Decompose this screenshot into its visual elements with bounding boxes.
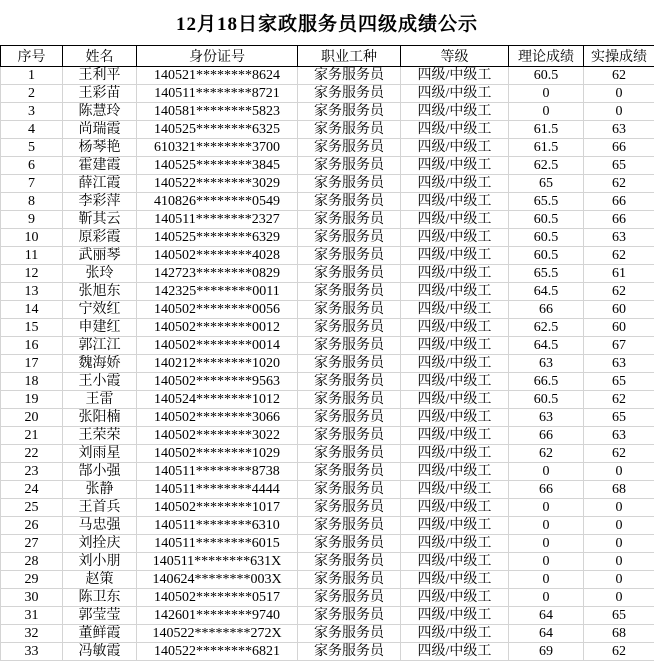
cell-occupation: 家务服务员 (298, 319, 401, 337)
cell-seq: 11 (1, 247, 63, 265)
cell-practical-score: 63 (584, 427, 654, 445)
table-row (1, 175, 654, 193)
cell-theory-score: 65.5 (509, 193, 584, 211)
cell-occupation: 家务服务员 (298, 175, 401, 193)
cell-practical-score: 65 (584, 373, 654, 391)
cell-theory-score: 0 (509, 517, 584, 535)
cell-theory-score: 0 (509, 463, 584, 481)
cell-practical-score: 0 (584, 553, 654, 571)
cell-practical-score: 60 (584, 319, 654, 337)
cell-name: 刘拴庆 (63, 535, 137, 553)
table-row (1, 391, 654, 409)
cell-id-number: 140525********6329 (137, 229, 298, 247)
cell-theory-score: 62 (509, 445, 584, 463)
cell-name: 王雷 (63, 391, 137, 409)
cell-occupation: 家务服务员 (298, 499, 401, 517)
cell-level: 四级/中级工 (401, 157, 509, 175)
cell-id-number: 610321********3700 (137, 139, 298, 157)
cell-id-number: 140502********1017 (137, 499, 298, 517)
cell-level: 四级/中级工 (401, 175, 509, 193)
cell-name: 董鲜霞 (63, 625, 137, 643)
table-row (1, 283, 654, 301)
cell-occupation: 家务服务员 (298, 445, 401, 463)
cell-level: 四级/中级工 (401, 409, 509, 427)
cell-id-number: 140511********2327 (137, 211, 298, 229)
table-row (1, 373, 654, 391)
cell-seq: 15 (1, 319, 63, 337)
table-row (1, 121, 654, 139)
cell-level: 四级/中级工 (401, 139, 509, 157)
cell-name: 赵策 (63, 571, 137, 589)
cell-occupation: 家务服务员 (298, 427, 401, 445)
cell-id-number: 142723********0829 (137, 265, 298, 283)
table-row (1, 481, 654, 499)
table-row (1, 265, 654, 283)
cell-id-number: 140502********3022 (137, 427, 298, 445)
header-theory-score: 理论成绩 (509, 46, 584, 67)
cell-name: 冯敏霞 (63, 643, 137, 661)
cell-name: 马忠强 (63, 517, 137, 535)
header-seq: 序号 (1, 46, 63, 67)
cell-level: 四级/中级工 (401, 625, 509, 643)
cell-level: 四级/中级工 (401, 589, 509, 607)
cell-practical-score: 0 (584, 463, 654, 481)
cell-occupation: 家务服务员 (298, 355, 401, 373)
cell-theory-score: 60.5 (509, 211, 584, 229)
cell-occupation: 家务服务员 (298, 67, 401, 85)
header-practical-score: 实操成绩 (584, 46, 654, 67)
cell-id-number: 140212********1020 (137, 355, 298, 373)
cell-level: 四级/中级工 (401, 355, 509, 373)
cell-theory-score: 64 (509, 607, 584, 625)
cell-id-number: 140502********3066 (137, 409, 298, 427)
cell-occupation: 家务服务员 (298, 517, 401, 535)
table-row (1, 157, 654, 175)
header-occupation: 职业工种 (298, 46, 401, 67)
table-row (1, 643, 654, 661)
cell-practical-score: 62 (584, 445, 654, 463)
table-row (1, 427, 654, 445)
table-row (1, 319, 654, 337)
cell-occupation: 家务服务员 (298, 283, 401, 301)
table-row (1, 103, 654, 121)
cell-seq: 25 (1, 499, 63, 517)
cell-id-number: 140581********5823 (137, 103, 298, 121)
cell-occupation: 家务服务员 (298, 301, 401, 319)
cell-id-number: 140502********0014 (137, 337, 298, 355)
cell-level: 四级/中级工 (401, 265, 509, 283)
cell-level: 四级/中级工 (401, 319, 509, 337)
cell-occupation: 家务服务员 (298, 121, 401, 139)
cell-seq: 3 (1, 103, 63, 121)
cell-seq: 12 (1, 265, 63, 283)
cell-name: 杨琴艳 (63, 139, 137, 157)
cell-practical-score: 0 (584, 103, 654, 121)
table-row (1, 589, 654, 607)
cell-theory-score: 60.5 (509, 391, 584, 409)
cell-practical-score: 65 (584, 409, 654, 427)
cell-id-number: 140525********3845 (137, 157, 298, 175)
cell-practical-score: 0 (584, 499, 654, 517)
cell-seq: 6 (1, 157, 63, 175)
cell-occupation: 家务服务员 (298, 265, 401, 283)
page-title: 12月18日家政服务员四级成绩公示 (175, 14, 478, 35)
cell-level: 四级/中级工 (401, 517, 509, 535)
cell-level: 四级/中级工 (401, 571, 509, 589)
table-header-row (1, 46, 654, 67)
cell-occupation: 家务服务员 (298, 607, 401, 625)
results-table (0, 45, 654, 661)
cell-id-number: 140522********6821 (137, 643, 298, 661)
cell-occupation: 家务服务员 (298, 391, 401, 409)
cell-level: 四级/中级工 (401, 337, 509, 355)
table-row (1, 355, 654, 373)
table-row (1, 85, 654, 103)
cell-seq: 18 (1, 373, 63, 391)
cell-practical-score: 0 (584, 571, 654, 589)
cell-theory-score: 0 (509, 553, 584, 571)
cell-practical-score: 61 (584, 265, 654, 283)
cell-name: 尚瑞霞 (63, 121, 137, 139)
cell-seq: 10 (1, 229, 63, 247)
cell-theory-score: 0 (509, 589, 584, 607)
cell-practical-score: 65 (584, 157, 654, 175)
cell-id-number: 140522********3029 (137, 175, 298, 193)
cell-level: 四级/中级工 (401, 463, 509, 481)
cell-seq: 32 (1, 625, 63, 643)
table-row (1, 229, 654, 247)
table-row (1, 139, 654, 157)
cell-name: 王小霞 (63, 373, 137, 391)
cell-id-number: 140525********6325 (137, 121, 298, 139)
cell-practical-score: 0 (584, 517, 654, 535)
cell-level: 四级/中级工 (401, 445, 509, 463)
cell-name: 霍建霞 (63, 157, 137, 175)
cell-theory-score: 64.5 (509, 337, 584, 355)
cell-name: 魏海娇 (63, 355, 137, 373)
cell-name: 张玲 (63, 265, 137, 283)
cell-level: 四级/中级工 (401, 229, 509, 247)
cell-seq: 28 (1, 553, 63, 571)
cell-seq: 17 (1, 355, 63, 373)
cell-theory-score: 62.5 (509, 157, 584, 175)
cell-practical-score: 0 (584, 535, 654, 553)
cell-theory-score: 63 (509, 409, 584, 427)
cell-occupation: 家务服务员 (298, 409, 401, 427)
table-row (1, 211, 654, 229)
cell-practical-score: 62 (584, 283, 654, 301)
cell-name: 张旭东 (63, 283, 137, 301)
cell-theory-score: 0 (509, 85, 584, 103)
cell-id-number: 140511********6310 (137, 517, 298, 535)
cell-practical-score: 63 (584, 121, 654, 139)
cell-seq: 30 (1, 589, 63, 607)
cell-theory-score: 60.5 (509, 229, 584, 247)
cell-practical-score: 67 (584, 337, 654, 355)
cell-id-number: 142601********9740 (137, 607, 298, 625)
cell-name: 郭江江 (63, 337, 137, 355)
cell-seq: 21 (1, 427, 63, 445)
cell-theory-score: 65.5 (509, 265, 584, 283)
cell-theory-score: 66 (509, 301, 584, 319)
cell-name: 郜小强 (63, 463, 137, 481)
cell-theory-score: 61.5 (509, 139, 584, 157)
table-row (1, 301, 654, 319)
cell-practical-score: 62 (584, 247, 654, 265)
cell-seq: 16 (1, 337, 63, 355)
cell-seq: 29 (1, 571, 63, 589)
cell-occupation: 家务服务员 (298, 211, 401, 229)
cell-name: 申建红 (63, 319, 137, 337)
cell-practical-score: 0 (584, 589, 654, 607)
cell-level: 四级/中级工 (401, 67, 509, 85)
cell-id-number: 140511********8721 (137, 85, 298, 103)
cell-practical-score: 0 (584, 85, 654, 103)
cell-level: 四级/中级工 (401, 301, 509, 319)
cell-id-number: 140521********8624 (137, 67, 298, 85)
cell-practical-score: 66 (584, 211, 654, 229)
cell-id-number: 140522********272X (137, 625, 298, 643)
cell-occupation: 家务服务员 (298, 481, 401, 499)
cell-practical-score: 66 (584, 193, 654, 211)
cell-seq: 31 (1, 607, 63, 625)
table-row (1, 535, 654, 553)
cell-level: 四级/中级工 (401, 103, 509, 121)
cell-theory-score: 61.5 (509, 121, 584, 139)
cell-occupation: 家务服务员 (298, 553, 401, 571)
cell-level: 四级/中级工 (401, 247, 509, 265)
cell-seq: 2 (1, 85, 63, 103)
cell-seq: 22 (1, 445, 63, 463)
table-row (1, 607, 654, 625)
cell-practical-score: 62 (584, 643, 654, 661)
cell-seq: 19 (1, 391, 63, 409)
cell-practical-score: 68 (584, 625, 654, 643)
cell-id-number: 140502********0012 (137, 319, 298, 337)
cell-practical-score: 62 (584, 175, 654, 193)
cell-theory-score: 69 (509, 643, 584, 661)
cell-seq: 27 (1, 535, 63, 553)
cell-id-number: 142325********0011 (137, 283, 298, 301)
cell-name: 李彩萍 (63, 193, 137, 211)
cell-id-number: 140511********8738 (137, 463, 298, 481)
cell-name: 靳其云 (63, 211, 137, 229)
cell-practical-score: 66 (584, 139, 654, 157)
table-row (1, 463, 654, 481)
header-level: 等级 (401, 46, 509, 67)
cell-theory-score: 66 (509, 427, 584, 445)
table-row (1, 517, 654, 535)
cell-id-number: 140502********4028 (137, 247, 298, 265)
cell-id-number: 140502********9563 (137, 373, 298, 391)
cell-occupation: 家务服务员 (298, 625, 401, 643)
cell-name: 陈卫东 (63, 589, 137, 607)
cell-practical-score: 65 (584, 607, 654, 625)
header-name: 姓名 (63, 46, 137, 67)
cell-theory-score: 64.5 (509, 283, 584, 301)
cell-occupation: 家务服务员 (298, 247, 401, 265)
cell-name: 宁效红 (63, 301, 137, 319)
cell-theory-score: 63 (509, 355, 584, 373)
cell-name: 薛江霞 (63, 175, 137, 193)
cell-name: 武丽琴 (63, 247, 137, 265)
cell-level: 四级/中级工 (401, 499, 509, 517)
table-row (1, 337, 654, 355)
cell-theory-score: 0 (509, 535, 584, 553)
table-row (1, 553, 654, 571)
cell-id-number: 410826********0549 (137, 193, 298, 211)
cell-seq: 14 (1, 301, 63, 319)
cell-level: 四级/中级工 (401, 121, 509, 139)
cell-occupation: 家务服务员 (298, 85, 401, 103)
cell-occupation: 家务服务员 (298, 229, 401, 247)
cell-occupation: 家务服务员 (298, 337, 401, 355)
cell-level: 四级/中级工 (401, 193, 509, 211)
cell-name: 郭莹莹 (63, 607, 137, 625)
cell-occupation: 家务服务员 (298, 157, 401, 175)
table-row (1, 67, 654, 85)
cell-seq: 24 (1, 481, 63, 499)
table-row (1, 571, 654, 589)
cell-name: 刘雨星 (63, 445, 137, 463)
cell-practical-score: 68 (584, 481, 654, 499)
cell-seq: 8 (1, 193, 63, 211)
cell-occupation: 家务服务员 (298, 373, 401, 391)
cell-name: 陈慧玲 (63, 103, 137, 121)
cell-theory-score: 66 (509, 481, 584, 499)
cell-seq: 4 (1, 121, 63, 139)
cell-name: 王荣荣 (63, 427, 137, 445)
table-row (1, 625, 654, 643)
cell-id-number: 140502********0056 (137, 301, 298, 319)
table-row (1, 445, 654, 463)
cell-theory-score: 65 (509, 175, 584, 193)
cell-occupation: 家务服务员 (298, 535, 401, 553)
cell-level: 四级/中级工 (401, 211, 509, 229)
cell-name: 张阳楠 (63, 409, 137, 427)
cell-theory-score: 60.5 (509, 247, 584, 265)
cell-id-number: 140502********0517 (137, 589, 298, 607)
cell-id-number: 140524********1012 (137, 391, 298, 409)
cell-level: 四级/中级工 (401, 373, 509, 391)
cell-occupation: 家务服务员 (298, 193, 401, 211)
cell-occupation: 家务服务员 (298, 589, 401, 607)
cell-practical-score: 62 (584, 67, 654, 85)
cell-practical-score: 60 (584, 301, 654, 319)
cell-name: 张静 (63, 481, 137, 499)
cell-name: 原彩霞 (63, 229, 137, 247)
cell-practical-score: 63 (584, 355, 654, 373)
cell-level: 四级/中级工 (401, 283, 509, 301)
cell-practical-score: 63 (584, 229, 654, 247)
cell-seq: 20 (1, 409, 63, 427)
cell-seq: 26 (1, 517, 63, 535)
cell-level: 四级/中级工 (401, 535, 509, 553)
cell-level: 四级/中级工 (401, 427, 509, 445)
cell-theory-score: 0 (509, 103, 584, 121)
cell-theory-score: 64 (509, 625, 584, 643)
cell-theory-score: 0 (509, 499, 584, 517)
cell-level: 四级/中级工 (401, 391, 509, 409)
cell-occupation: 家务服务员 (298, 643, 401, 661)
cell-seq: 9 (1, 211, 63, 229)
header-id-number: 身份证号 (137, 46, 298, 67)
cell-theory-score: 60.5 (509, 67, 584, 85)
cell-id-number: 140511********4444 (137, 481, 298, 499)
table-row (1, 409, 654, 427)
cell-theory-score: 62.5 (509, 319, 584, 337)
cell-id-number: 140624********003X (137, 571, 298, 589)
cell-practical-score: 62 (584, 391, 654, 409)
cell-level: 四级/中级工 (401, 85, 509, 103)
cell-id-number: 140511********6015 (137, 535, 298, 553)
cell-seq: 33 (1, 643, 63, 661)
cell-seq: 7 (1, 175, 63, 193)
cell-occupation: 家务服务员 (298, 103, 401, 121)
cell-seq: 23 (1, 463, 63, 481)
cell-seq: 13 (1, 283, 63, 301)
table-row (1, 193, 654, 211)
cell-level: 四级/中级工 (401, 481, 509, 499)
cell-seq: 1 (1, 67, 63, 85)
cell-name: 王首兵 (63, 499, 137, 517)
table-row (1, 247, 654, 265)
cell-level: 四级/中级工 (401, 553, 509, 571)
cell-theory-score: 0 (509, 571, 584, 589)
cell-level: 四级/中级工 (401, 607, 509, 625)
cell-name: 刘小朋 (63, 553, 137, 571)
cell-name: 王彩苗 (63, 85, 137, 103)
cell-level: 四级/中级工 (401, 643, 509, 661)
table-body (1, 67, 654, 661)
cell-occupation: 家务服务员 (298, 463, 401, 481)
cell-occupation: 家务服务员 (298, 139, 401, 157)
cell-id-number: 140511********631X (137, 553, 298, 571)
cell-seq: 5 (1, 139, 63, 157)
cell-id-number: 140502********1029 (137, 445, 298, 463)
cell-occupation: 家务服务员 (298, 571, 401, 589)
cell-name: 王利平 (63, 67, 137, 85)
table-row (1, 499, 654, 517)
cell-theory-score: 66.5 (509, 373, 584, 391)
